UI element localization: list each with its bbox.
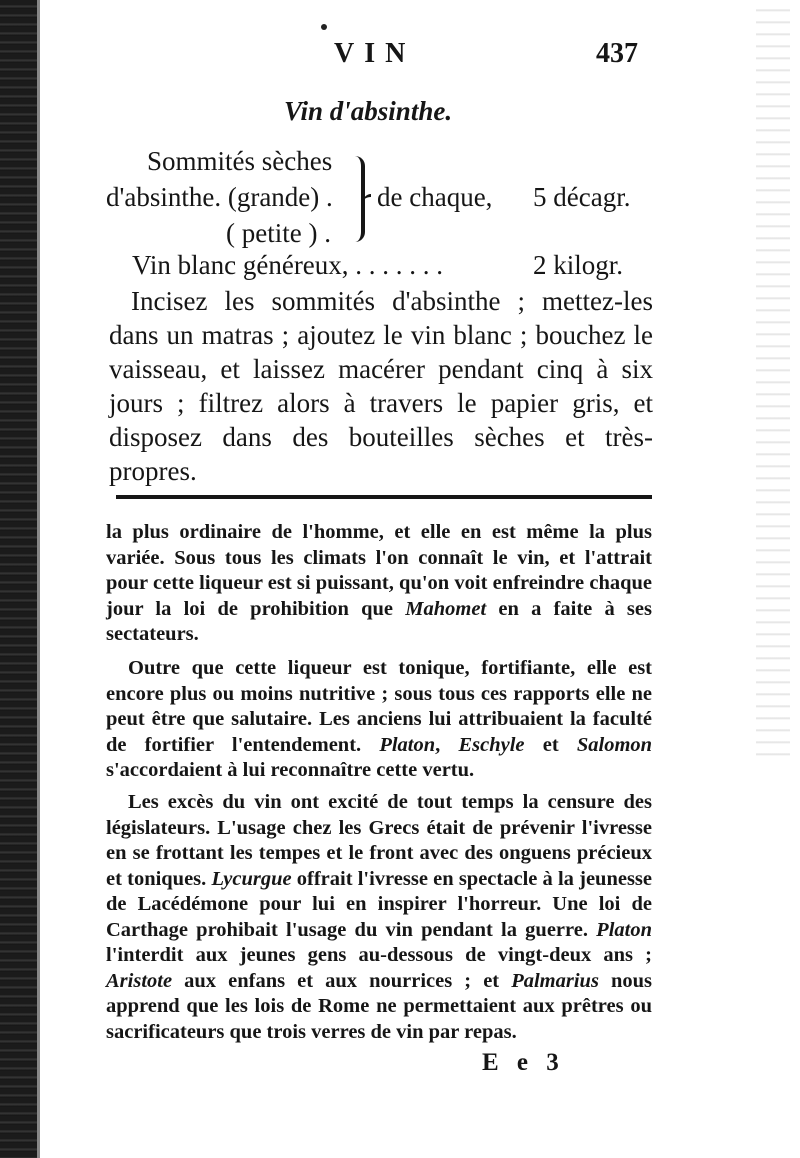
section-divider bbox=[116, 495, 652, 499]
curly-brace bbox=[352, 156, 365, 242]
person-name: Palmarius bbox=[511, 969, 599, 992]
paragraph-3 bbox=[106, 790, 652, 1045]
person-name: Lycurgue bbox=[211, 867, 292, 890]
paragraph-3-text: Les excès du vin ont excité de tout temps la censure des législateurs. L'usage chez les Grecs était de prévenir l'ivresse en se frottant les tempes et le front avec des onguens précieux et toniques. bbox=[106, 791, 652, 890]
ingredient-each: de chaque, bbox=[377, 182, 493, 212]
recipe-title: Vin d'absinthe. bbox=[284, 96, 453, 126]
ink-dot bbox=[321, 24, 327, 30]
paragraph-3-text-e: nous apprend que les lois de Rome ne permettaient aux prêtres ou sacrificateurs que trois verres de vin par repas. bbox=[106, 969, 653, 1043]
ingredient-quantity-2: 2 kilogr. bbox=[533, 250, 624, 280]
ingredient-line-2: d'absinthe. (grande) . bbox=[106, 182, 333, 212]
ingredient-quantity-1: 5 décagr. bbox=[533, 182, 631, 212]
paragraph-1-text: la plus ordinaire de l'homme, et elle en est même la plus variée. Sous tous les climats l'on connaît le vin, et l'attrait pour cette liqueur est si puissant, qu'on voit enfreindre chaque jour la loi de prohibition que bbox=[106, 521, 652, 620]
person-name: Eschyle bbox=[458, 733, 525, 756]
page-number: 437 bbox=[596, 38, 638, 69]
person-name: Salomon bbox=[576, 733, 653, 756]
paragraph-1-end: en a faite à ses sectateurs. bbox=[106, 597, 652, 645]
ingredient-line-4: Vin blanc généreux, . . . . . . . bbox=[132, 250, 444, 280]
ingredient-line-3: ( petite ) . bbox=[226, 218, 331, 248]
paragraph-2-text: Outre que cette liqueur est tonique, fortifiante, elle est encore plus ou moins nutritive ; sous tous ces rapports elle ne peut être que salutaire. Les anciens lui attribuaient la faculté de fortifier l'entendement. bbox=[106, 657, 652, 756]
page-edge-marks bbox=[756, 0, 790, 760]
running-title: VIN bbox=[334, 38, 416, 69]
paragraph-3-text-d: aux enfans et aux nourrices ; et bbox=[184, 969, 500, 992]
paragraph-1 bbox=[106, 520, 652, 648]
separator: , bbox=[435, 733, 441, 756]
ingredient-line-1: Sommités sèches bbox=[147, 146, 333, 176]
person-name: Aristote bbox=[106, 969, 173, 992]
paragraph-2-end: s'accordaient à lui reconnaître cette vertu. bbox=[106, 759, 475, 781]
person-name: Platon bbox=[596, 918, 652, 941]
separator: et bbox=[542, 733, 559, 756]
person-name: Platon bbox=[379, 733, 436, 756]
paragraph-2 bbox=[106, 656, 652, 784]
paragraph-3-text-c: l'interdit aux jeunes gens au-dessous de vingt-deux ans ; bbox=[106, 944, 652, 966]
recipe-instructions: Incisez les sommités d'absinthe ; mettez-les dans un matras ; ajoutez le vin blanc ; bouchez le vaisseau, et laissez macérer pendant cinq à six jours ; filtrez alors à travers le papier gris, et disposez dans des bouteilles sèches et très-propres. bbox=[109, 286, 653, 486]
book-binding-edge bbox=[0, 0, 40, 1158]
signature-mark: E e 3 bbox=[482, 1049, 565, 1076]
person-name: Mahomet bbox=[405, 597, 487, 620]
paragraph-3-text-b: offrait l'ivresse en spectacle à la jeunesse de Lacédémone pour lui en inspirer l'horreur. Une loi de Carthage prohibait l'usage du vin pendant la guerre. bbox=[106, 867, 652, 941]
